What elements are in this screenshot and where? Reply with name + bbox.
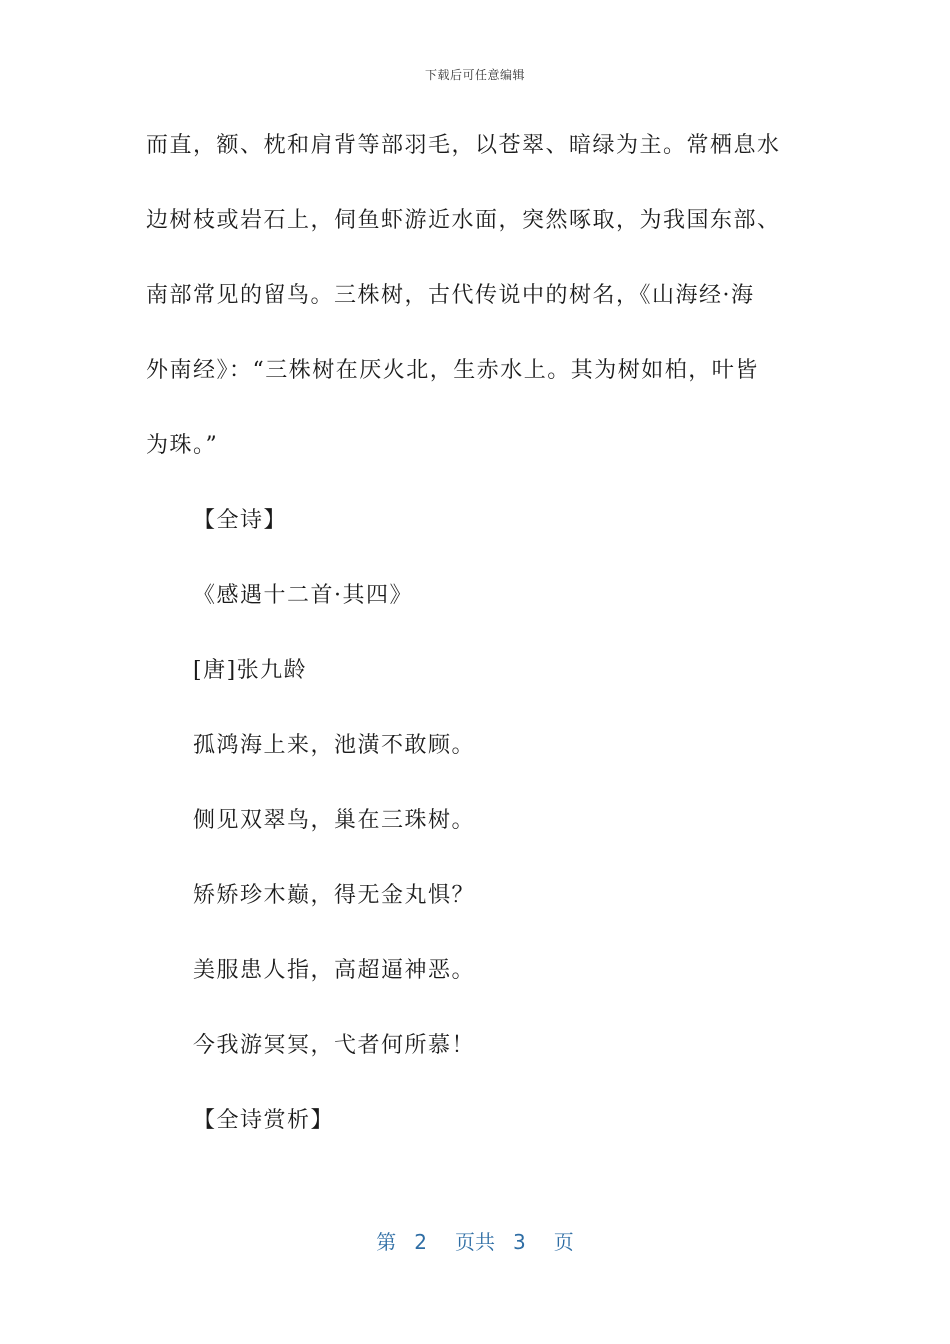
paragraph-line: 而直，额、枕和肩背等部羽毛，以苍翠、暗绿为主。常栖息水 bbox=[146, 133, 781, 158]
paragraph-line: 为珠。” bbox=[146, 433, 219, 458]
poem-line: 矫矫珍木巅，得无金丸惧？ bbox=[193, 883, 476, 908]
poem-title: 《感遇十二首·其四》 bbox=[193, 583, 413, 608]
page-footer bbox=[0, 1226, 950, 1255]
section-heading-appreciation: 【全诗赏析】 bbox=[193, 1108, 335, 1133]
footer-prefix: 第 bbox=[376, 1230, 397, 1254]
poem-line: 美服患人指，高超逼神恶。 bbox=[193, 958, 476, 983]
footer-current-page: 2 bbox=[414, 1230, 427, 1254]
section-heading-full-poem: 【全诗】 bbox=[193, 508, 288, 533]
header-note: 下载后可任意编辑 bbox=[424, 68, 525, 82]
poem-line: 孤鸿海上来，池潢不敢顾。 bbox=[193, 733, 476, 758]
footer-suffix: 页 bbox=[553, 1230, 574, 1254]
paragraph-line: 南部常见的留鸟。三株树，古代传说中的树名，《山海经·海 bbox=[146, 283, 755, 308]
poem-line: 今我游冥冥，弋者何所慕！ bbox=[193, 1033, 476, 1058]
poem-line: 侧见双翠鸟，巢在三珠树。 bbox=[193, 808, 476, 833]
poem-author: [唐]张九龄 bbox=[193, 658, 308, 683]
document-body bbox=[146, 128, 806, 1178]
paragraph-line: 外南经》：“三株树在厌火北，生赤水上。其为树如柏，叶皆 bbox=[146, 358, 759, 383]
paragraph-line: 边树枝或岩石上，伺鱼虾游近水面，突然啄取，为我国东部、 bbox=[146, 208, 781, 233]
footer-middle: 页共 bbox=[455, 1230, 495, 1254]
footer-total-pages: 3 bbox=[513, 1230, 526, 1254]
